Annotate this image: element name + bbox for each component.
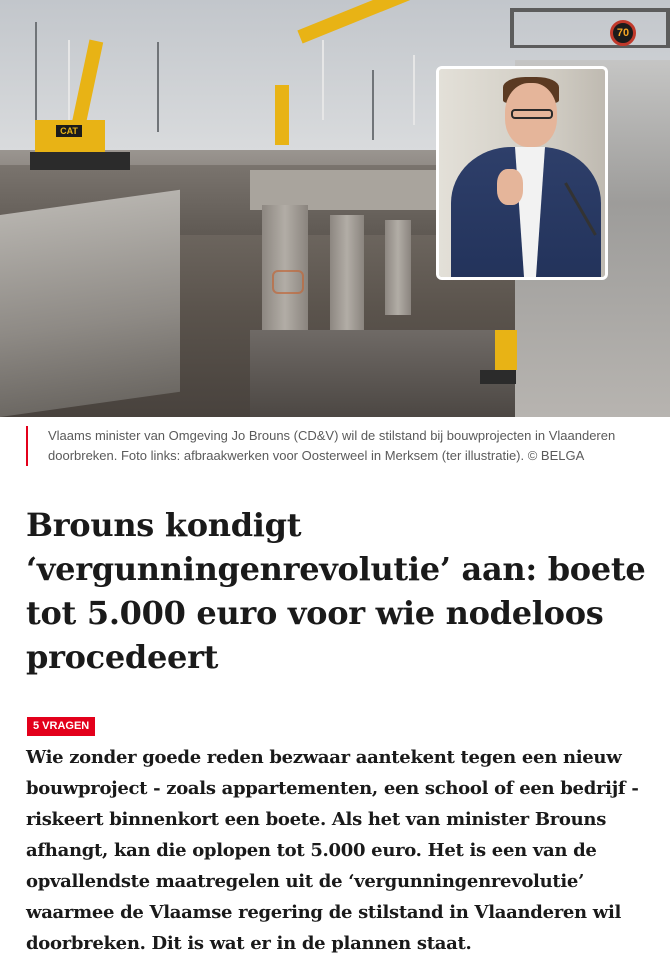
excavator-brand: CAT [56, 125, 82, 137]
article-headline: Brouns kondigt ‘vergunningenrevolutie’ aan: boete tot 5.000 euro voor wie nodeloos procedeert [26, 506, 646, 676]
portrait-hand [497, 169, 523, 205]
bridge-pillar [385, 220, 411, 315]
bridge-deck [250, 170, 440, 210]
concrete-barrier [0, 190, 180, 417]
excavator-track [480, 370, 516, 384]
excavator-track [30, 152, 130, 170]
hero-photo [0, 0, 670, 417]
street-lamp [35, 22, 37, 132]
wind-turbine [413, 55, 415, 125]
excavator [495, 330, 517, 370]
portrait-glasses [511, 109, 553, 119]
excavator-stick [275, 85, 289, 145]
article-label-badge[interactable]: 5 VRAGEN [27, 717, 95, 736]
article-lead: Wie zonder goede reden bezwaar aantekent tegen een nieuw bouwproject - zoals appartementen, een school of een bedrijf - riskeert binnenkort een boete. Als het van minister Brouns afhangt, kan die oplopen tot 5.000 euro. Het is een van de opvallendste maatregelen uit de ‘vergunningenrevolutie’ waarmee de Vlaamse regering de stilstand in Vlaanderen wil doorbreken. Dit is wat er in de plannen staat. [26, 747, 639, 954]
wind-turbine [322, 40, 324, 120]
photo-caption: Vlaams minister van Omgeving Jo Brouns (CD&V) wil de stilstand bij bouwprojecten in Vlaanderen doorbreken. Foto links: afbraakwerken voor Oosterweel in Merksem (ter illustratie). © BELGA [26, 426, 616, 466]
speed-limit-sign: 70 [610, 20, 636, 46]
wind-turbine [68, 40, 70, 130]
street-lamp [372, 70, 374, 140]
sign-gantry [510, 8, 670, 48]
street-lamp [157, 42, 159, 132]
bridge-pillar [330, 215, 364, 335]
inset-portrait-photo [436, 66, 608, 280]
graffiti [272, 270, 304, 294]
